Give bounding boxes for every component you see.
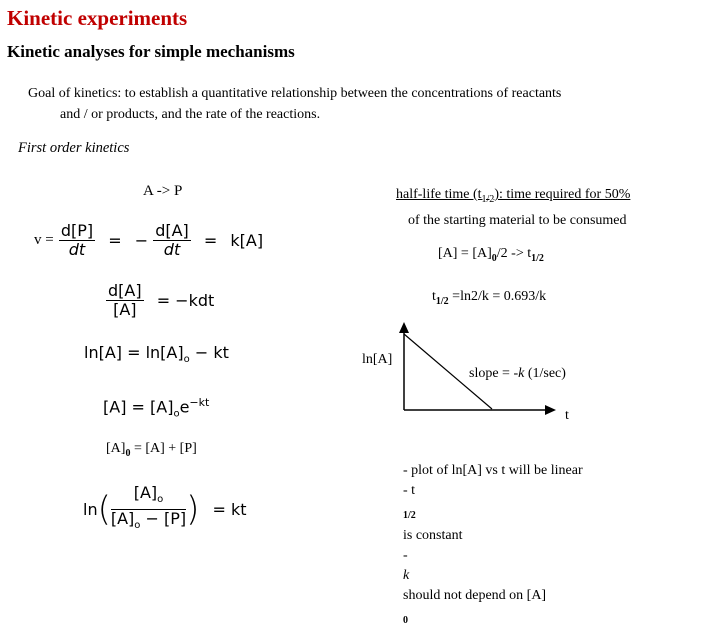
- section-heading: First order kinetics: [18, 140, 130, 156]
- bullet-1: - plot of ln[A] vs t will be linear: [403, 463, 583, 478]
- ln-sub: o: [183, 354, 190, 366]
- bullet-3: [403, 546, 583, 631]
- slope-k: k: [518, 366, 525, 381]
- minus-sign: −: [134, 231, 149, 250]
- da-num: d[A]: [155, 221, 189, 240]
- a0-label: [A]: [106, 441, 126, 456]
- ln-lhs: ln[A] = ln[A]: [84, 343, 184, 362]
- slope-text: slope = -: [469, 366, 519, 381]
- equals-1: =: [108, 231, 122, 250]
- right-paren: ): [186, 489, 200, 530]
- bullet-2: [403, 481, 583, 546]
- ratio-den-sub: o: [134, 520, 141, 532]
- dt-den: dt: [68, 240, 86, 259]
- ratio-den-text: [A]: [110, 509, 135, 529]
- graph-y-label: ln[A]: [362, 352, 393, 367]
- slide-title: Kinetic experiments: [7, 6, 188, 30]
- bullet-3-k: k: [403, 567, 410, 583]
- graph-x-label: t: [565, 408, 569, 423]
- half-cond-sub: 1/2: [531, 252, 544, 264]
- ln-ratio-rhs: = kt: [212, 500, 247, 520]
- a0-sub: 0: [125, 447, 131, 459]
- rate-v: v =: [34, 232, 54, 248]
- x-axis-arrow: [545, 405, 556, 415]
- goal-line-2: and / or products, and the rate of the reactions.: [60, 107, 321, 122]
- ratio-den-rest: − [P]: [140, 509, 187, 529]
- exp-e: e: [179, 397, 190, 417]
- exp-sup: −kt: [189, 396, 210, 409]
- diff-rhs: = −kdt: [156, 291, 215, 310]
- slope-label: [469, 366, 566, 382]
- reaction: A -> P: [143, 183, 183, 199]
- left-paren: (: [97, 489, 111, 530]
- slide-subtitle: Kinetic analyses for simple mechanisms: [7, 42, 295, 61]
- rate-ka: k[A]: [230, 231, 264, 250]
- conclusions-list: [403, 461, 583, 631]
- half-life-label: half-life time (t: [396, 187, 482, 202]
- t12-value: =ln2/k = 0.693/k: [448, 289, 547, 304]
- half-cond-b: /2 -> t: [496, 246, 532, 261]
- bullet-2-a: - t: [403, 483, 416, 498]
- half-life-line-2: of the starting material to be consumed: [408, 212, 627, 228]
- exp-lhs: [A] = [A]: [103, 397, 174, 417]
- ln-ratio-ln: ln: [83, 500, 98, 520]
- t12-sub: 1/2: [435, 295, 449, 307]
- goal-line-1: Goal of kinetics: to establish a quantitative relationship between the concentrations of reactants: [28, 86, 562, 101]
- dt-den-2: dt: [163, 240, 181, 259]
- half-life-suffix: ): time required for 50%: [494, 187, 631, 202]
- bullet-3-a: -: [403, 547, 408, 563]
- slope-unit: (1/sec): [524, 366, 566, 381]
- ratio-num-text: [A]: [133, 483, 158, 502]
- ln-rhs: − kt: [189, 343, 229, 362]
- bullet-2-sub: 1/2: [403, 509, 416, 521]
- diff-num: d[A]: [108, 281, 142, 300]
- equals-2: =: [203, 231, 218, 250]
- bullet-3-b: should not depend on [A]: [403, 587, 547, 603]
- half-cond-sub0: 0: [491, 252, 497, 264]
- bullet-3-sub: 0: [403, 614, 408, 626]
- bullet-2-b: is constant: [403, 527, 463, 543]
- exp-sub: o: [173, 408, 180, 420]
- half-life-sub: 1/2: [481, 193, 495, 205]
- a0-rhs: = [A] + [P]: [130, 441, 197, 456]
- diff-den: [A]: [113, 300, 137, 319]
- ratio-num-sub: o: [157, 494, 164, 506]
- t12-prefix: t: [432, 289, 436, 304]
- dp-num: d[P]: [60, 221, 94, 240]
- half-cond-a: [A] = [A]: [438, 246, 492, 261]
- y-axis-arrow: [399, 322, 409, 333]
